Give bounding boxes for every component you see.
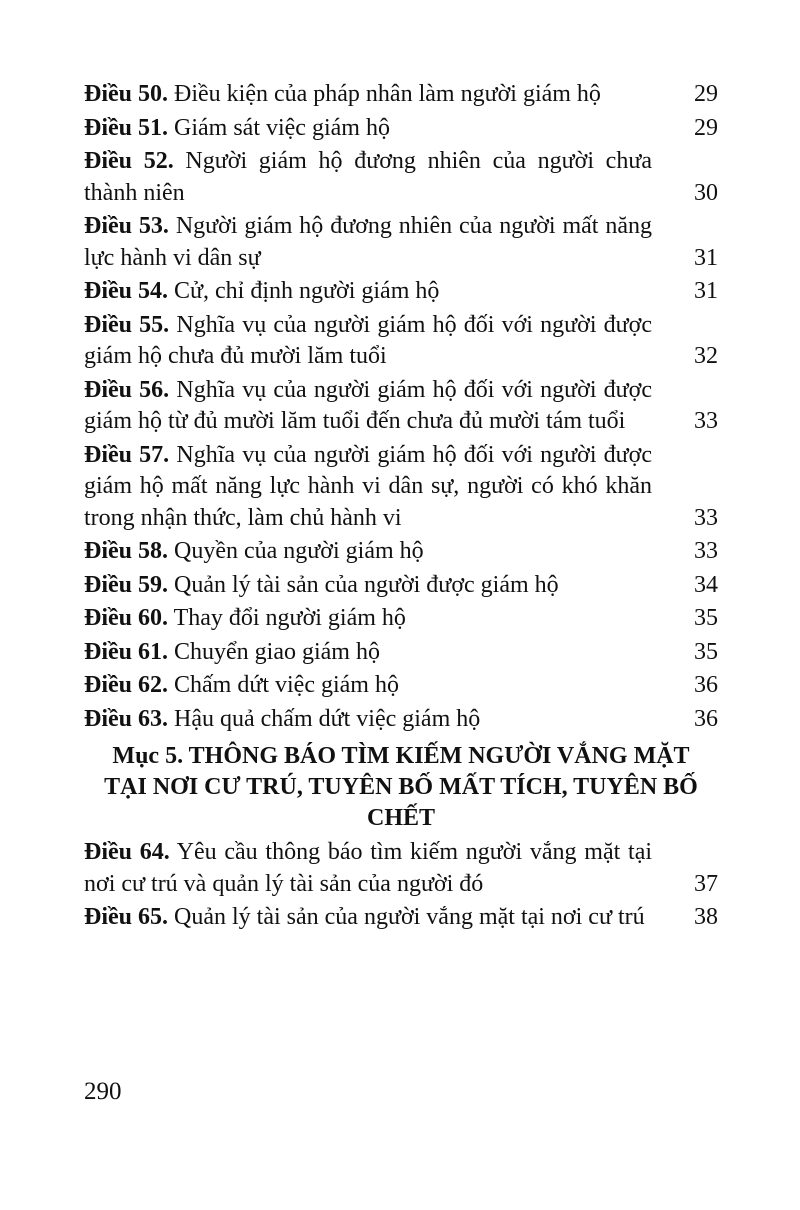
article-title: Yêu cầu thông báo tìm kiếm người vắng mặt tại nơi cư trú và quản lý tài sản của người đó: [84, 839, 653, 897]
article-title: Thay đổi người giám hộ: [173, 605, 406, 631]
toc-entry-text: [84, 310, 652, 373]
article-title: Điều kiện của pháp nhân làm người giám hộ: [174, 81, 601, 107]
article-title: Giám sát việc giám hộ: [174, 114, 390, 141]
article-title: Cử, chỉ định người giám hộ: [174, 278, 440, 304]
article-label: Điều 58.: [84, 538, 168, 564]
toc-page-number: 36: [694, 672, 718, 698]
toc-entry: [84, 704, 718, 736]
article-title: Nghĩa vụ của người giám hộ đối với người được giám hộ chưa đủ mười lăm tuổi: [84, 311, 653, 369]
toc-entry-text: [84, 670, 652, 702]
table-of-contents: [84, 79, 718, 936]
article-label: Điều 64.: [84, 839, 170, 865]
toc-entry-text: [84, 536, 652, 568]
article-label: Điều 56.: [84, 376, 170, 403]
article-label: Điều 62.: [84, 672, 168, 698]
toc-entry-text: [84, 637, 652, 669]
toc-entry-text: [84, 276, 652, 308]
toc-entry: [84, 310, 718, 373]
toc-entry: [84, 113, 718, 145]
article-title: Chấm dứt việc giám hộ: [174, 672, 399, 698]
article-label: Điều 65.: [84, 904, 168, 930]
article-title: Quyền của người giám hộ: [174, 538, 424, 564]
toc-entry-text: [84, 902, 652, 934]
toc-page-number: 33: [694, 538, 718, 564]
toc-entry: [84, 276, 718, 308]
page-number: 290: [84, 1078, 122, 1105]
toc-entry-text: [84, 375, 652, 438]
article-title: Nghĩa vụ của người giám hộ đối với người được giám hộ từ đủ mười lăm tuổi đến chưa đủ mười tám tuổi: [84, 376, 653, 434]
article-label: Điều 51.: [84, 114, 168, 141]
toc-entry: [84, 440, 718, 535]
section-heading: Mục 5. THÔNG BÁO TÌM KIẾM NGƯỜI VẮNG MẶT TẠI NƠI CƯ TRÚ, TUYÊN BỐ MẤT TÍCH, TUYÊN BỐ CHẾT: [104, 743, 698, 831]
article-label: Điều 50.: [84, 81, 168, 107]
article-label: Điều 61.: [84, 638, 168, 665]
article-label: Điều 59.: [84, 571, 168, 598]
toc-page-number: 33: [694, 408, 718, 434]
toc-page-number: 31: [694, 244, 718, 271]
toc-page-number: 38: [694, 904, 718, 930]
article-title: Người giám hộ đương nhiên của người chưa thành niên: [84, 148, 652, 206]
article-label: Điều 53.: [84, 213, 169, 239]
toc-page-number: 29: [694, 81, 718, 107]
toc-entries-after: [84, 837, 718, 934]
toc-entry-text: [84, 440, 652, 535]
toc-entry-text: [84, 603, 652, 635]
article-label: Điều 57.: [84, 441, 170, 468]
toc-entry: [84, 375, 718, 438]
toc-page-number: 29: [694, 114, 718, 141]
toc-entry: [84, 902, 718, 934]
toc-entry-text: [84, 79, 652, 111]
article-title: Quản lý tài sản của người vắng mặt tại nơi cư trú: [174, 904, 645, 930]
toc-page-number: 35: [694, 605, 718, 631]
article-label: Điều 60.: [84, 605, 168, 631]
toc-page-number: 36: [694, 705, 718, 732]
toc-entry: [84, 79, 718, 111]
article-label: Điều 54.: [84, 278, 168, 304]
toc-entry: [84, 570, 718, 602]
toc-page-number: 31: [694, 278, 718, 304]
toc-entry-text: [84, 146, 652, 209]
toc-entry: [84, 637, 718, 669]
toc-entries-before: [84, 79, 718, 735]
toc-entry: [84, 670, 718, 702]
article-title: Người giám hộ đương nhiên của người mất năng lực hành vi dân sự: [84, 213, 653, 271]
toc-entry: [84, 211, 718, 274]
toc-page-number: 35: [694, 638, 718, 665]
article-title: Chuyển giao giám hộ: [174, 638, 380, 665]
toc-entry: [84, 146, 718, 209]
toc-entry: [84, 603, 718, 635]
toc-page-number: 30: [694, 179, 718, 206]
article-title: Hậu quả chấm dứt việc giám hộ: [174, 705, 481, 732]
toc-entry-text: [84, 570, 652, 602]
toc-entry: [84, 837, 718, 900]
toc-page-number: 37: [694, 870, 718, 897]
toc-entry: [84, 536, 718, 568]
article-title: Nghĩa vụ của người giám hộ đối với người được giám hộ mất năng lực hành vi dân sự, người có khó khăn trong nhận thức, làm chủ hành vi: [84, 441, 653, 531]
toc-page-number: 32: [694, 343, 718, 369]
toc-entry-text: [84, 704, 652, 736]
article-label: Điều 52.: [84, 148, 174, 174]
article-label: Điều 55.: [84, 311, 170, 338]
toc-entry-text: [84, 211, 652, 274]
article-title: Quản lý tài sản của người được giám hộ: [174, 571, 559, 598]
toc-entry-text: [84, 837, 652, 900]
toc-page-number: 34: [694, 571, 718, 598]
article-label: Điều 63.: [84, 705, 168, 732]
toc-entry-text: [84, 113, 652, 145]
toc-page-number: 33: [694, 504, 718, 531]
